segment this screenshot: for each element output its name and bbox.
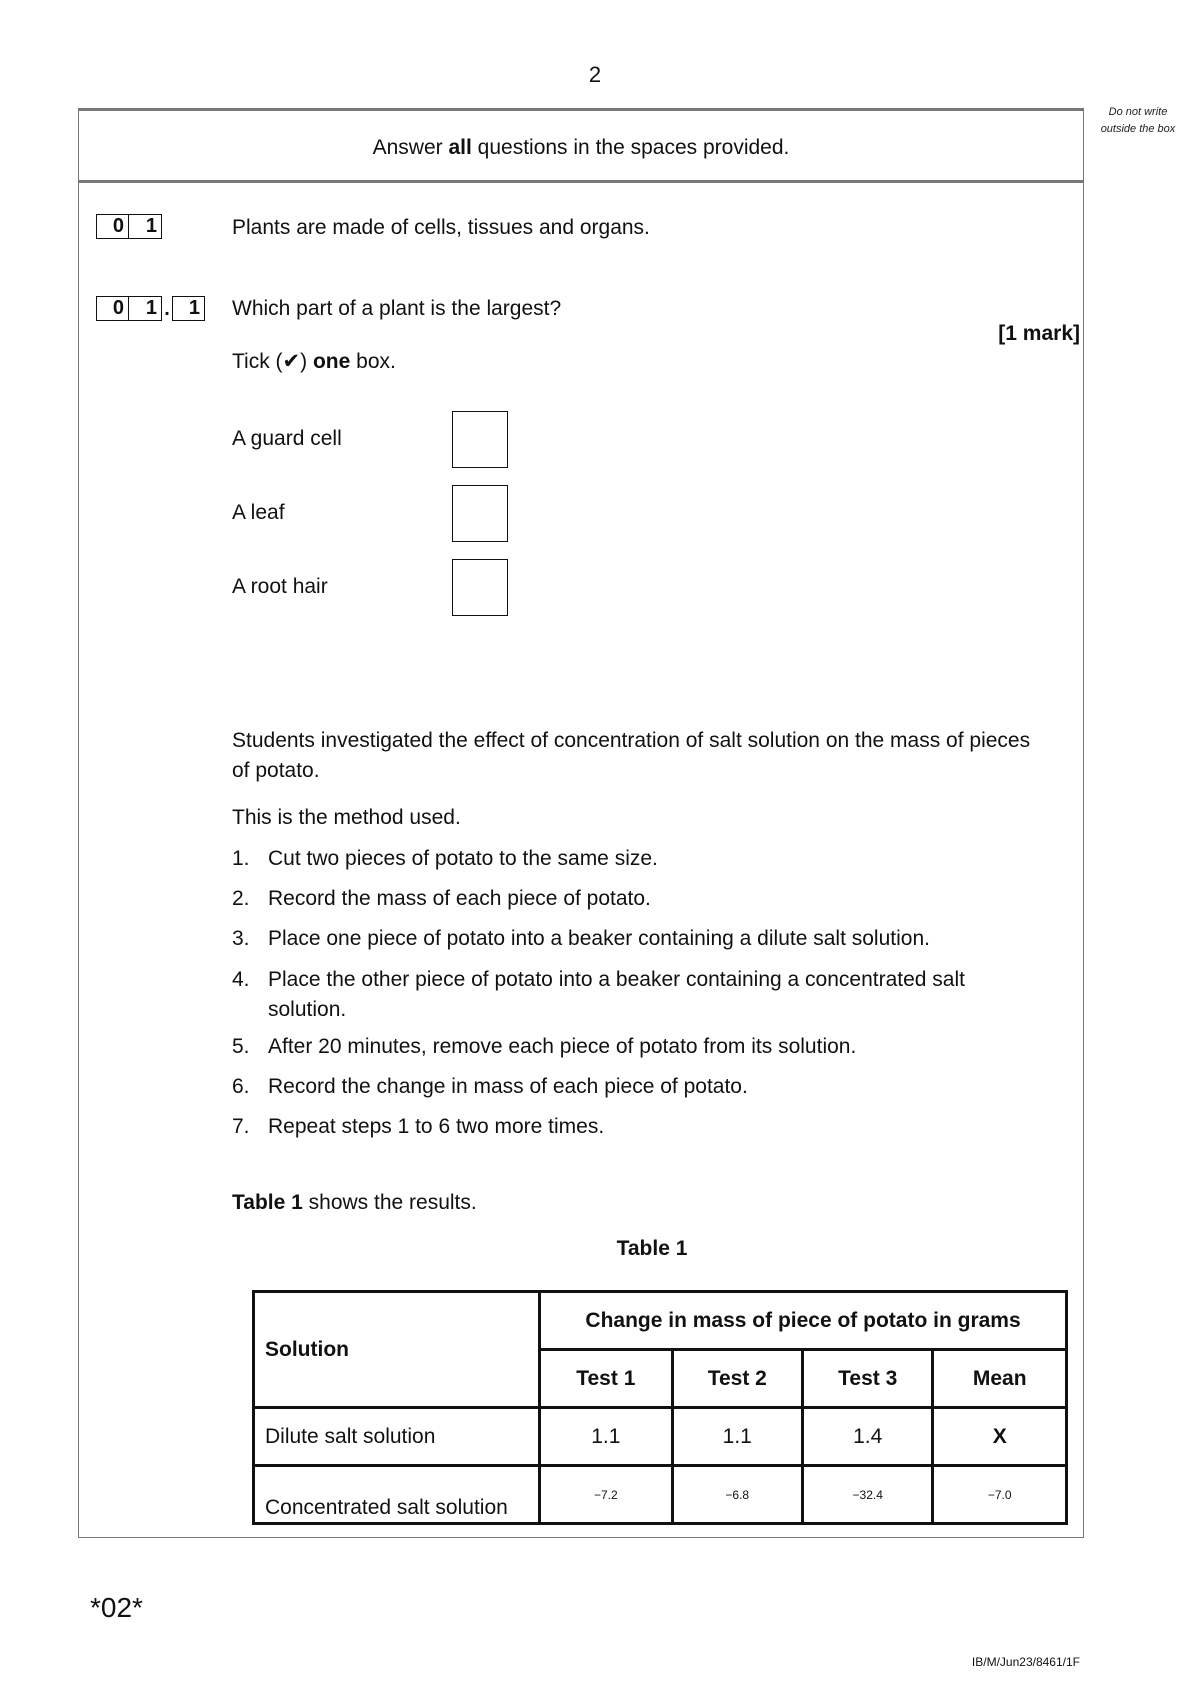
question-number-digit: 1: [129, 296, 162, 321]
table-cell: −7.0: [933, 1466, 1067, 1524]
method-step: [232, 1072, 988, 1102]
table-cell-mean-unknown: X: [933, 1408, 1067, 1466]
instruction-prefix: Answer: [372, 136, 449, 159]
option-leaf-label: A leaf: [232, 501, 285, 524]
table-title: Table 1: [616, 1237, 688, 1260]
method-intro: This is the method used.: [232, 806, 461, 829]
question-number-digit: 0: [96, 296, 129, 321]
table-column-header: Test 1: [540, 1350, 672, 1408]
question-01-1-number: [96, 296, 205, 321]
tick-suffix: box.: [350, 350, 396, 373]
option-guard-cell-checkbox[interactable]: [452, 411, 508, 468]
step-number: 5.: [232, 1035, 250, 1058]
step-text: Place one piece of potato into a beaker containing a dilute salt solution.: [268, 927, 930, 950]
question-number-digit: 1: [172, 296, 205, 321]
table-cell: −32.4: [802, 1466, 932, 1524]
step-text: After 20 minutes, remove each piece of potato from its solution.: [268, 1035, 857, 1058]
step-text: Record the change in mass of each piece of potato.: [268, 1075, 748, 1098]
instruction-bold: all: [448, 136, 472, 159]
tick-bold: one: [312, 350, 351, 373]
table-cell-solution: Concentrated salt solution: [254, 1466, 540, 1524]
instruction: [78, 136, 1084, 160]
method-step: [232, 924, 988, 954]
tick-prefix: Tick (✔): [232, 350, 313, 373]
page-code: *02*: [90, 1592, 143, 1623]
results-suffix: shows the results.: [302, 1191, 477, 1214]
table-column-header: Mean: [933, 1350, 1067, 1408]
marks-label: [1 mark]: [998, 322, 1080, 345]
results-table: [252, 1290, 1068, 1525]
table-column-header: Test 2: [672, 1350, 802, 1408]
method-step: [232, 1112, 988, 1142]
step-number: 7.: [232, 1115, 250, 1138]
table-cell: −7.2: [540, 1466, 672, 1524]
table-cell: 1.1: [672, 1408, 802, 1466]
option-root-hair-checkbox[interactable]: [452, 559, 508, 616]
step-text: Place the other piece of potato into a beaker containing a concentrated salt solution.: [268, 968, 965, 1021]
question-01-number: [96, 214, 162, 239]
option-root-hair-label: A root hair: [232, 575, 328, 598]
table-cell-solution: Dilute salt solution: [254, 1408, 540, 1466]
question-01-1-text: Which part of a plant is the largest?: [232, 297, 562, 320]
method-step: [232, 1032, 988, 1062]
table-row-header: Solution: [254, 1292, 540, 1408]
table-cell: −6.8: [672, 1466, 802, 1524]
step-number: 3.: [232, 927, 250, 950]
step-text: Cut two pieces of potato to the same size.: [268, 847, 658, 870]
option-guard-cell-label: A guard cell: [232, 427, 342, 450]
instruction-suffix: questions in the spaces provided.: [471, 136, 790, 159]
step-number: 4.: [232, 968, 250, 991]
question-01-text: Plants are made of cells, tissues and organs.: [232, 216, 650, 239]
results-intro: [232, 1188, 477, 1218]
table-row: [254, 1408, 1067, 1466]
method-step: [232, 844, 988, 874]
method-step: [232, 884, 988, 914]
investigation-intro: Students investigated the effect of concentration of salt solution on the mass of pieces of potato.: [232, 729, 1031, 782]
table-row: [254, 1466, 1067, 1524]
reference-code: IB/M/Jun23/8461/1F: [971, 1655, 1080, 1669]
step-number: 2.: [232, 887, 250, 910]
tick-instruction: [232, 347, 396, 377]
results-bold: Table 1: [232, 1191, 303, 1214]
question-number-dot: .: [164, 297, 170, 320]
step-text: Repeat steps 1 to 6 two more times.: [268, 1115, 605, 1138]
table-cell: 1.1: [540, 1408, 672, 1466]
method-step: [232, 965, 988, 1025]
question-number-digit: 0: [96, 214, 129, 239]
option-leaf-checkbox[interactable]: [452, 485, 508, 542]
question-number-digit: 1: [129, 214, 162, 239]
step-number: 1.: [232, 847, 250, 870]
margin-note: Do not write outside the box: [1100, 106, 1176, 135]
header-divider: [78, 180, 1084, 183]
page-number: 2: [588, 62, 602, 87]
step-text: Record the mass of each piece of potato.: [268, 887, 651, 910]
table-column-header: Test 3: [802, 1350, 932, 1408]
table-group-header: Change in mass of piece of potato in grams: [540, 1292, 1067, 1350]
step-number: 6.: [232, 1075, 250, 1098]
table-cell: 1.4: [802, 1408, 932, 1466]
